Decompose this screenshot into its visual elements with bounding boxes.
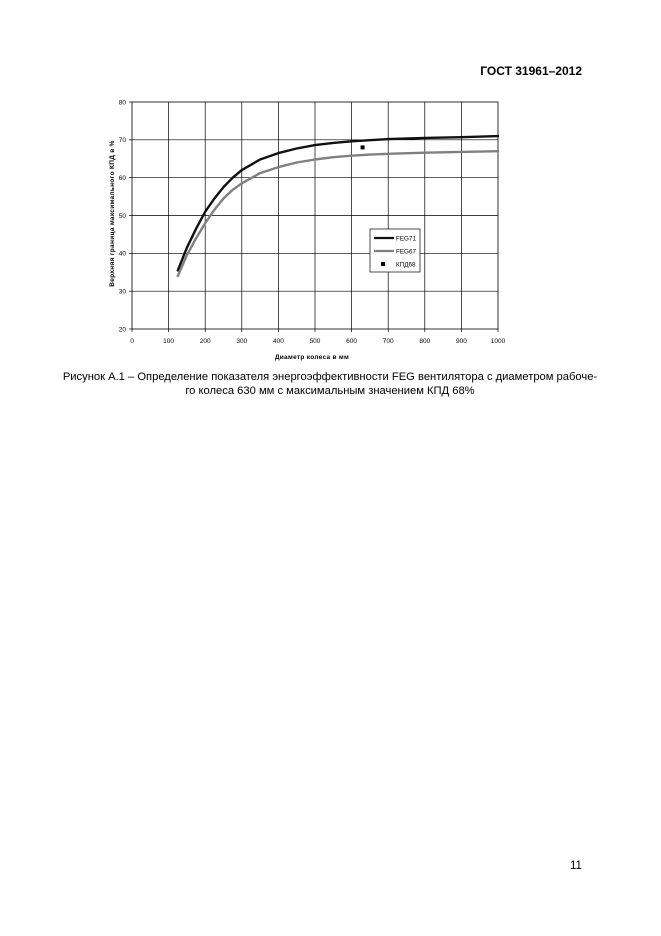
- x-tick-label: 400: [272, 338, 284, 345]
- series-point-kpd68: [361, 145, 365, 149]
- y-tick-label: 20: [118, 326, 126, 334]
- y-tick-label: 40: [118, 250, 126, 258]
- y-tick-label: 80: [118, 99, 126, 107]
- x-tick-label: 700: [382, 338, 394, 345]
- x-tick-label: 900: [455, 338, 467, 345]
- figure-caption: [40, 370, 620, 398]
- y-tick-label: 60: [118, 174, 126, 182]
- legend-marker-kpd68: [381, 262, 385, 266]
- x-tick-label: 100: [163, 338, 175, 345]
- y-tick-label: 70: [118, 137, 126, 145]
- legend-label: FEG71: [396, 235, 416, 243]
- legend-label: КПД68: [396, 261, 416, 269]
- caption-line-2: го колеса 630 мм с максимальным значением КПД 68%: [185, 385, 475, 397]
- y-tick-label: 30: [118, 288, 126, 296]
- x-tick-label: 800: [419, 338, 431, 345]
- y-axis-label: Верхняя граница максимального КПД в %: [109, 140, 116, 287]
- y-tick-label: 50: [118, 212, 126, 220]
- x-tick-label: 300: [236, 338, 248, 345]
- x-tick-label: 200: [199, 338, 211, 345]
- efficiency-chart: [0, 0, 661, 365]
- caption-line-1: Рисунок А.1 – Определение показателя энергоэффективности FEG вентилятора с диаметром рабоче-: [62, 371, 598, 383]
- page-number: 11: [570, 860, 582, 872]
- legend-label: FEG67: [396, 248, 416, 256]
- x-tick-label: 1000: [490, 338, 506, 345]
- x-tick-label: 600: [346, 338, 358, 345]
- standard-header: ГОСТ 31961–2012: [480, 64, 582, 78]
- x-tick-label: 500: [309, 338, 321, 345]
- x-axis-label: Диаметр колеса в мм: [274, 354, 350, 361]
- x-tick-label: 0: [130, 338, 134, 345]
